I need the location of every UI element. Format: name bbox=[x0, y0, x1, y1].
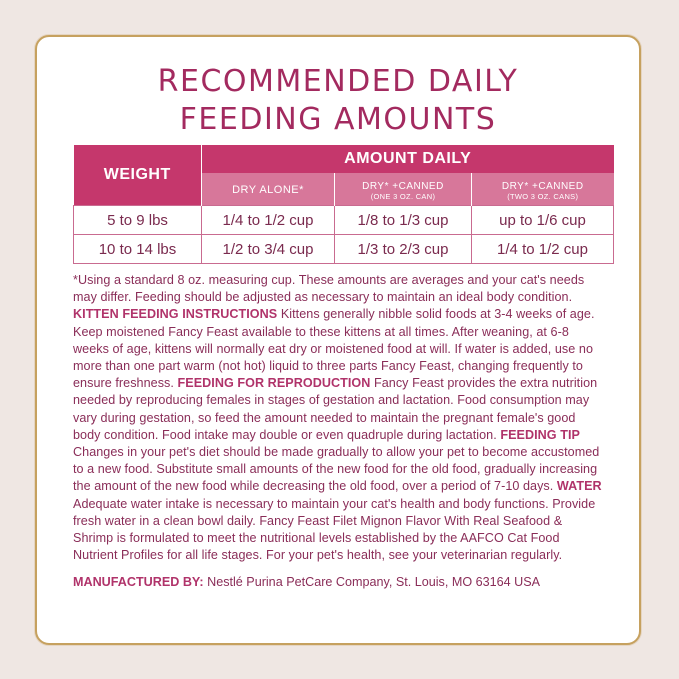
water-text: Adequate water intake is necessary to maintain your cat's health and body functions. Provide fresh water in a clean bowl daily. Fancy Feast Filet Mignon Flavor With Real Seafood & Shrimp is formulated to meet the nutritional levels established by the AAFCO Cat Food Nutrient Profiles for all life stages. For your pet's health, see your veterinarian regularly. bbox=[73, 496, 596, 563]
footnote-intro: *Using a standard 8 oz. measuring cup. These amounts are averages and your cat's needs may differ. Feeding should be adjusted as necessary to maintain an ideal body condition. bbox=[73, 273, 585, 305]
title-line-1: RECOMMENDED DAILY bbox=[157, 64, 519, 99]
column-header-dry-alone bbox=[202, 173, 335, 206]
column-header-dry-one-can bbox=[335, 173, 472, 206]
water-heading: WATER bbox=[556, 479, 602, 494]
page-title bbox=[73, 63, 603, 139]
kitten-heading: KITTEN FEEDING INSTRUCTIONS bbox=[73, 307, 278, 322]
feeding-tip-text: Changes in your pet's diet should be made gradually to allow your pet to become accustomed to a new food. Substitute small amounts of the new food for the old food, gradually increasing the amount of the new food while decreasing the old food, over a period of 7-10 days. bbox=[73, 445, 600, 494]
amount-cell: 1/8 to 1/3 cup bbox=[335, 206, 472, 235]
column-label: DRY* +CANNED bbox=[362, 180, 444, 192]
column-label: DRY ALONE* bbox=[232, 183, 304, 196]
kitten-text: Kittens generally nibble solid foods at 3-4 weeks of age. Keep moistened Fancy Feast available to these kittens at all times. After weaning, at 6-8 weeks of age, kittens will normally eat dry or moistened food at will. If water is added, use no more than one part warm (not hot) liquid to three parts Fancy Feast, changing frequently to ensure freshness. bbox=[73, 307, 595, 391]
amount-cell: 1/3 to 2/3 cup bbox=[335, 235, 472, 264]
amount-cell: 1/2 to 3/4 cup bbox=[202, 235, 335, 264]
column-label: DRY* +CANNED bbox=[501, 180, 584, 192]
manufacturer-line bbox=[73, 575, 603, 589]
amount-cell: 1/4 to 1/2 cup bbox=[202, 206, 335, 235]
feeding-footnote bbox=[73, 272, 603, 564]
title-line-2: FEEDING AMOUNTS bbox=[179, 102, 497, 137]
column-note: (ONE 3 OZ. CAN) bbox=[370, 192, 436, 202]
weight-cell: 10 to 14 lbs bbox=[74, 235, 202, 264]
column-note: (TWO 3 OZ. CANS) bbox=[507, 192, 579, 202]
weight-cell: 5 to 9 lbs bbox=[74, 206, 202, 235]
table-row bbox=[74, 206, 614, 235]
amount-cell: up to 1/6 cup bbox=[472, 206, 614, 235]
amount-daily-header: AMOUNT DAILY bbox=[202, 145, 614, 173]
reproduction-text: Fancy Feast provides the extra nutrition needed by reproducing females in stages of gestation and lactation. Food consumption may vary during gestation, so feed the amount needed to maintain the pregnant female's good body condition. Food intake may double or even quadruple during lactation. bbox=[73, 376, 598, 442]
feeding-tip-heading: FEEDING TIP bbox=[500, 427, 580, 442]
feeding-table bbox=[73, 145, 614, 264]
weight-header: WEIGHT bbox=[74, 145, 202, 206]
manufacturer-text: Nestlé Purina PetCare Company, St. Louis, MO 63164 USA bbox=[203, 575, 541, 590]
reproduction-heading: FEEDING FOR REPRODUCTION bbox=[177, 376, 371, 391]
manufacturer-label: MANUFACTURED BY: bbox=[73, 575, 204, 590]
feeding-card bbox=[35, 35, 641, 645]
amount-cell: 1/4 to 1/2 cup bbox=[472, 235, 614, 264]
column-header-dry-two-cans bbox=[472, 173, 614, 206]
table-row bbox=[74, 235, 614, 264]
